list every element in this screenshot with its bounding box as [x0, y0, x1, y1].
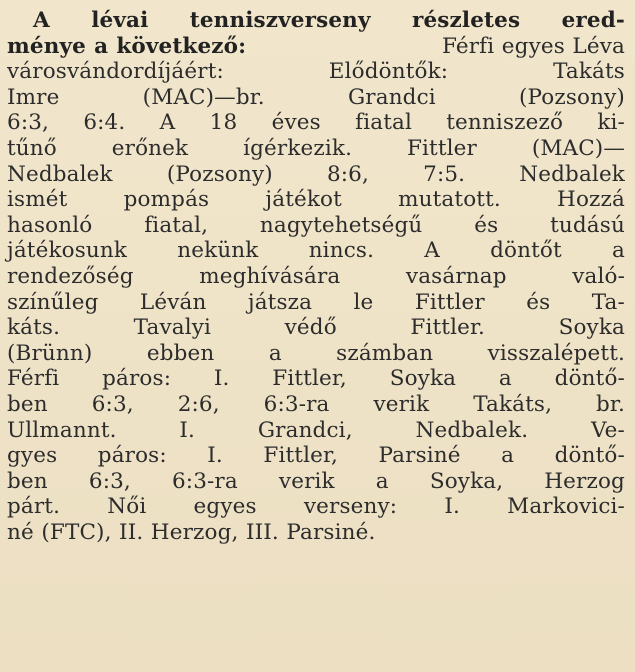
article-word: I.	[207, 443, 223, 469]
article-word: tenniszező	[446, 110, 564, 136]
article-word: a	[375, 468, 389, 494]
article-word: ígérkezik.	[243, 135, 353, 161]
article-line-18	[7, 443, 625, 469]
article-word: lévai	[91, 8, 149, 33]
article-word: fiatal	[355, 110, 412, 136]
article-text-segment	[7, 418, 625, 444]
article-word: Takáts	[553, 59, 625, 85]
article-line-11	[7, 264, 625, 290]
article-line-10	[7, 238, 625, 264]
article-word: verik	[373, 391, 430, 417]
article-word: rendezőség	[7, 263, 134, 289]
article-text-segment	[7, 469, 625, 495]
article-word: I.	[213, 366, 230, 392]
article-word: döntőt	[490, 238, 562, 264]
article-word: Léván	[139, 289, 207, 315]
article-word: 2:6,	[177, 391, 220, 417]
article-word: döntő-	[554, 443, 625, 469]
article-word: vasárnap	[405, 263, 507, 289]
article-line-1	[7, 8, 625, 34]
article-word: való-	[572, 263, 625, 289]
article-word: nekünk	[177, 238, 259, 264]
article-word: 6:3,	[88, 468, 131, 494]
article-word: tenniszverseny	[189, 8, 371, 33]
article-word: Imre	[7, 84, 60, 110]
article-text-segment	[7, 85, 625, 111]
article-word: a	[268, 340, 282, 366]
article-word: Ta-	[591, 289, 625, 315]
article-word: A	[424, 238, 440, 264]
article-line-14	[7, 341, 625, 367]
article-word: 6:3,	[7, 110, 50, 136]
article-word: ered-	[561, 8, 625, 33]
article-word: városvándordíjáért:	[7, 59, 224, 85]
article-word: káts.	[7, 315, 61, 341]
article-text-segment	[7, 264, 625, 290]
article-line-8	[7, 187, 625, 213]
article-line-20	[7, 494, 625, 520]
article-word: 6:3-ra	[171, 468, 238, 494]
article-text-segment	[7, 443, 625, 469]
article-line-16	[7, 392, 625, 418]
article-word: verseny:	[303, 494, 398, 520]
article-word: döntő-	[554, 366, 625, 392]
article-word: Női	[107, 494, 147, 520]
article-word: meghívására	[199, 263, 341, 289]
headline-text-continued: ménye a következő:	[7, 33, 247, 59]
article-text-segment	[7, 315, 625, 341]
article-text-segment	[7, 341, 625, 367]
article-word: ben	[7, 468, 48, 494]
article-word: Fittler,	[272, 366, 347, 392]
article-word: Takáts,	[473, 391, 553, 417]
article-line-2	[7, 34, 625, 60]
article-line-9	[7, 213, 625, 239]
article-line-3	[7, 59, 625, 85]
article-word: (Pozsony)	[166, 161, 273, 187]
article-word: fiatal,	[144, 212, 209, 238]
article-word: (Brünn)	[7, 340, 93, 366]
article-word: játékot	[265, 187, 342, 213]
article-word: Fittler,	[263, 443, 339, 469]
article-text-segment	[7, 59, 625, 85]
article-word: Ve-	[590, 417, 625, 443]
article-line-15	[7, 366, 625, 392]
article-word: és	[526, 289, 551, 315]
article-text-segment: Férfi egyes Léva	[441, 33, 625, 59]
article-word: 6:3,	[91, 391, 134, 417]
article-word: visszalépett.	[487, 340, 625, 366]
article-word: a	[612, 238, 625, 264]
article-word: Grandci,	[257, 417, 353, 443]
article-word: I.	[444, 494, 460, 520]
article-line-5	[7, 110, 625, 136]
article-word: Nedbalek	[7, 161, 113, 187]
article-word: a	[501, 443, 515, 469]
article-word: tűnő	[7, 135, 57, 161]
article-word: éves	[271, 110, 321, 136]
article-word: játékosunk	[7, 238, 128, 264]
article-word: Soyka	[558, 315, 625, 341]
article-word: tudású	[550, 212, 625, 238]
article-word: színűleg	[7, 289, 99, 315]
article-word: részletes	[411, 8, 521, 33]
article-word: védő	[284, 315, 337, 341]
article-line-19	[7, 469, 625, 495]
article-text-segment	[7, 162, 625, 188]
article-word: Fittler.	[410, 315, 486, 341]
article-word: 6:3-ra	[263, 391, 330, 417]
article-word: ben	[7, 391, 48, 417]
article-text-segment	[7, 187, 625, 213]
article-word: Markovici-	[507, 494, 625, 520]
article-word: A	[159, 110, 176, 136]
article-word: Herzog	[544, 468, 625, 494]
article-line-4	[7, 85, 625, 111]
article-word: ki-	[597, 110, 625, 136]
article-text-segment	[7, 213, 625, 239]
article-word: Férfi	[7, 366, 60, 392]
article-text-segment	[7, 110, 625, 136]
article-word: Nedbalek	[519, 161, 625, 187]
article-text-segment: né (FTC), II. Herzog, III. Parsiné.	[7, 519, 376, 545]
article-word: A	[33, 8, 50, 33]
article-text-segment	[7, 136, 625, 162]
article-word: 6:4.	[83, 110, 126, 136]
article-word: (MAC)—	[531, 135, 625, 161]
article-word: Nedbalek.	[415, 417, 529, 443]
article-word: (Pozsony)	[519, 84, 625, 110]
article-word: 8:6,	[326, 161, 369, 187]
article-word: ismét	[7, 187, 68, 213]
article-word: és	[474, 212, 499, 238]
article-word: nagytehetségű	[259, 212, 423, 238]
article-word: Hozzá	[557, 187, 625, 213]
article-word: hasonló	[7, 212, 93, 238]
article-text-segment	[7, 290, 625, 316]
article-word: erőnek	[111, 135, 189, 161]
article-word: 18	[209, 110, 238, 136]
headline-text	[33, 8, 625, 34]
article-text-segment	[7, 392, 625, 418]
article-text	[7, 8, 625, 545]
article-word: I.	[179, 417, 196, 443]
article-line-12	[7, 290, 625, 316]
article-word: Soyka	[389, 366, 457, 392]
article-word: játsza	[247, 289, 313, 315]
article-text-segment	[7, 238, 625, 264]
article-word: mutatott.	[398, 187, 501, 213]
article-word: Grandci	[347, 84, 436, 110]
article-word: párt.	[7, 494, 61, 520]
article-word: Fittler	[406, 135, 477, 161]
article-word: nincs.	[308, 238, 375, 264]
article-word: gyes	[7, 443, 58, 469]
article-line-7	[7, 162, 625, 188]
article-line-13	[7, 315, 625, 341]
article-word: 7:5.	[423, 161, 466, 187]
article-text-segment	[7, 366, 625, 392]
article-word: számban	[336, 340, 434, 366]
article-word: pompás	[123, 187, 210, 213]
article-word: a	[498, 366, 512, 392]
article-text-segment	[7, 494, 625, 520]
article-word: Tavalyi	[133, 315, 212, 341]
article-word: verik	[278, 468, 335, 494]
article-line-6	[7, 136, 625, 162]
article-line-21	[7, 520, 625, 546]
article-word: Parsiné	[378, 443, 461, 469]
article-word: Elődöntők:	[328, 59, 449, 85]
article-word: (MAC)—br.	[142, 84, 265, 110]
article-word: Fittler	[414, 289, 485, 315]
article-word: páros:	[102, 366, 172, 392]
article-word: egyes	[193, 494, 257, 520]
article-word: Ullmannt.	[7, 417, 117, 443]
article-word: Soyka,	[429, 468, 504, 494]
article-word: le	[353, 289, 374, 315]
article-line-17	[7, 418, 625, 444]
article-word: páros:	[97, 443, 167, 469]
article-word: br.	[596, 391, 625, 417]
article-word: ebben	[146, 340, 215, 366]
